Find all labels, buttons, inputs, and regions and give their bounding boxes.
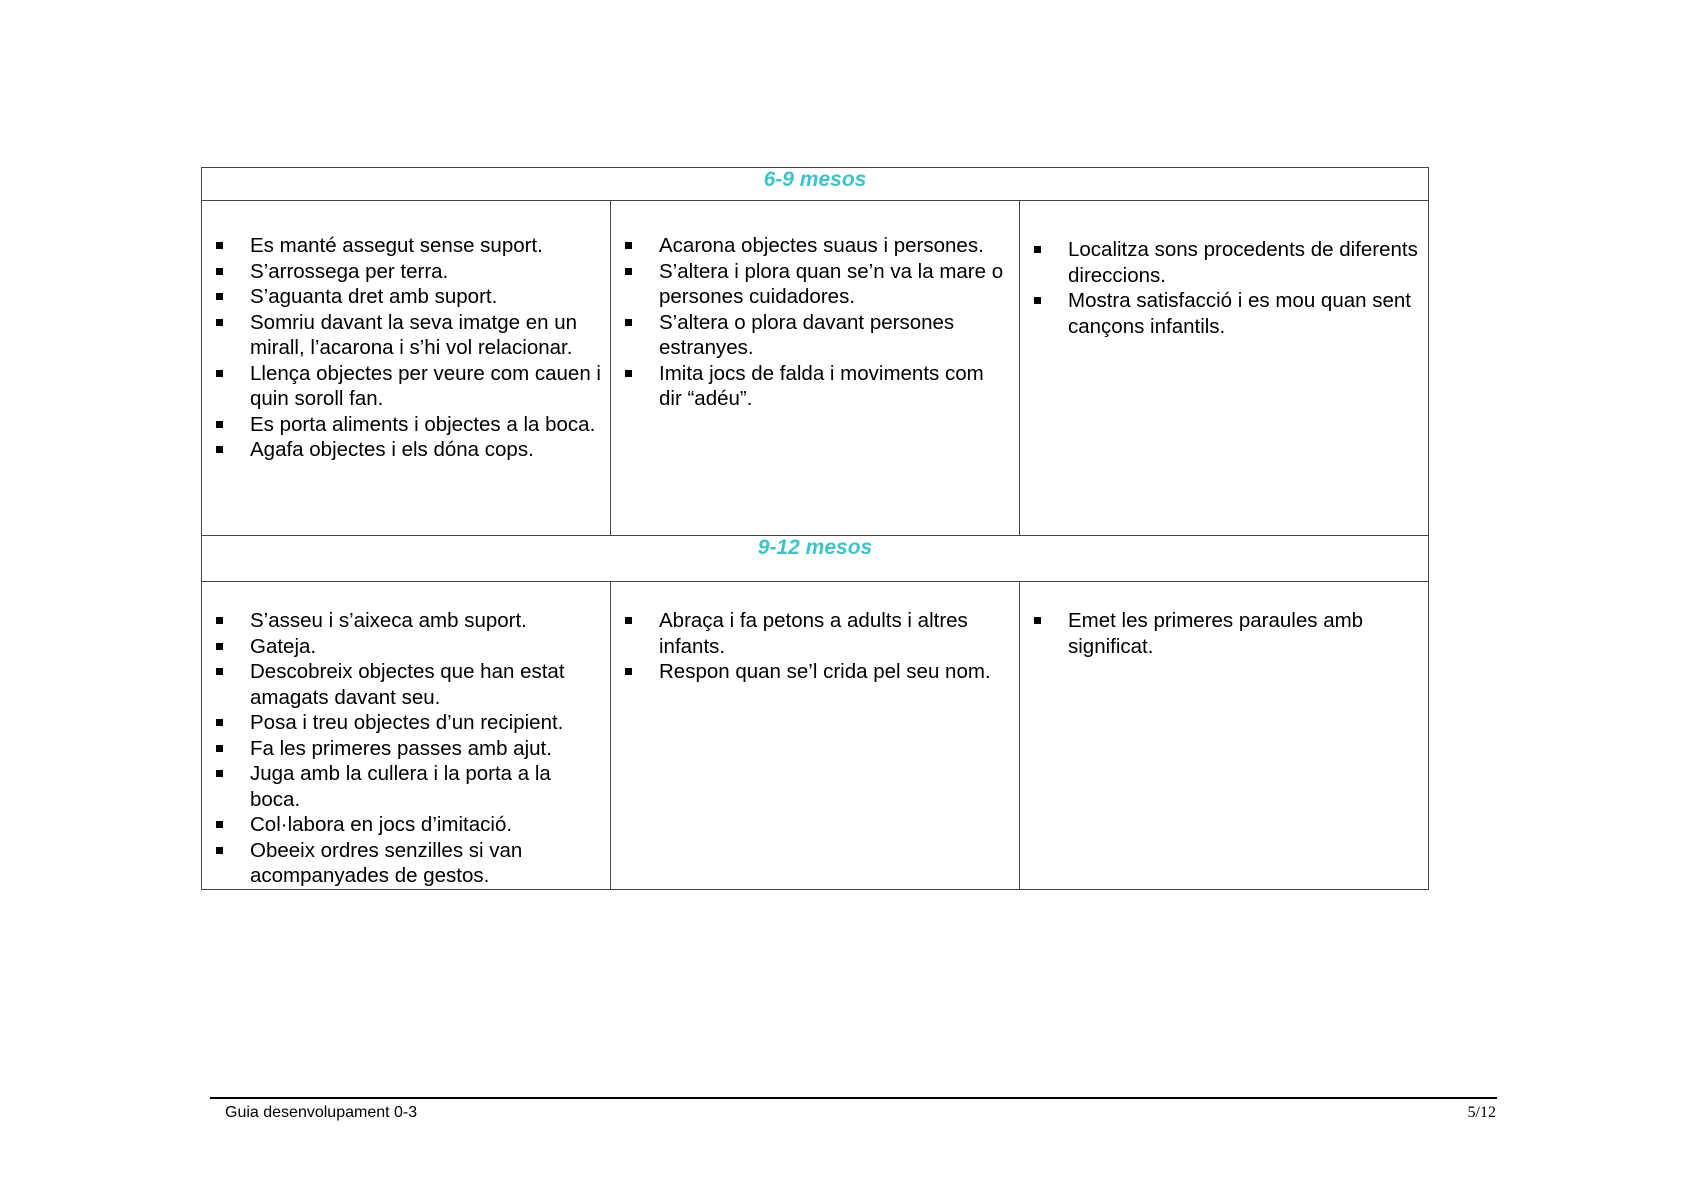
square-bullet-icon	[216, 847, 223, 854]
milestone-text: Emet les primeres paraules amb significat.	[1068, 609, 1364, 658]
milestone-list	[202, 582, 610, 889]
list-item	[250, 361, 602, 412]
square-bullet-icon	[625, 617, 632, 624]
list-item	[659, 233, 1011, 259]
milestone-cell	[202, 201, 611, 536]
milestone-text: Llença objectes per veure com cauen i quin soroll fan.	[250, 361, 601, 410]
milestone-text: Descobreix objectes que han estat amagats davant seu.	[250, 660, 565, 709]
milestone-cell	[202, 582, 611, 890]
milestone-text: S’aguanta dret amb suport.	[250, 285, 498, 308]
milestone-text: S’arrossega per terra.	[250, 259, 449, 283]
square-bullet-icon	[1034, 246, 1041, 253]
list-item	[659, 608, 1011, 659]
milestone-list	[611, 201, 1019, 412]
square-bullet-icon	[625, 370, 632, 377]
milestone-text: Respon quan se’l crida pel seu nom.	[659, 660, 991, 683]
list-item	[250, 812, 602, 838]
milestone-text: Juga amb la cullera i la porta a la boca.	[250, 762, 551, 811]
square-bullet-icon	[216, 446, 223, 453]
list-item	[250, 838, 602, 889]
list-item	[659, 259, 1011, 310]
square-bullet-icon	[1034, 297, 1041, 304]
list-item	[1068, 608, 1420, 659]
square-bullet-icon	[216, 268, 223, 275]
milestone-text: Somriu davant la seva imatge en un mirall, l’acarona i s’hi vol relacionar.	[250, 310, 578, 359]
milestone-cell	[1020, 582, 1429, 890]
square-bullet-icon	[1034, 617, 1041, 624]
list-item	[250, 761, 602, 812]
milestone-text: Agafa objectes i els dóna cops.	[250, 438, 534, 461]
list-item	[659, 310, 1011, 361]
list-item	[659, 659, 1011, 685]
milestone-text: Posa i treu objectes d’un recipient.	[250, 711, 564, 734]
square-bullet-icon	[216, 421, 223, 428]
milestone-text: Acarona objectes suaus i persones.	[659, 234, 984, 257]
list-item	[250, 412, 602, 438]
square-bullet-icon	[216, 668, 223, 675]
milestone-cell	[611, 201, 1020, 536]
list-item	[250, 437, 602, 463]
milestone-list	[611, 582, 1019, 685]
milestone-cell	[611, 582, 1020, 890]
milestone-text: S’asseu i s’aixeca amb suport.	[250, 609, 527, 632]
list-item	[659, 361, 1011, 412]
list-item	[250, 284, 602, 310]
square-bullet-icon	[625, 319, 632, 326]
milestone-text: S’altera o plora davant persones estranyes.	[659, 310, 955, 359]
square-bullet-icon	[216, 293, 223, 300]
footer-divider	[210, 1097, 1497, 1099]
milestone-text: Mostra satisfacció i es mou quan sent cançons infantils.	[1068, 289, 1411, 338]
square-bullet-icon	[216, 617, 223, 624]
list-item	[1068, 288, 1420, 339]
milestone-text: Es manté assegut sense suport.	[250, 234, 543, 257]
section-heading: 9-12 mesos	[202, 536, 1429, 582]
square-bullet-icon	[216, 643, 223, 650]
milestone-text: Es porta aliments i objectes a la boca.	[250, 412, 596, 436]
list-item	[250, 233, 602, 259]
square-bullet-icon	[216, 770, 223, 777]
list-item	[250, 710, 602, 736]
list-item	[250, 259, 602, 285]
list-item	[1068, 237, 1420, 288]
list-item	[250, 608, 602, 634]
square-bullet-icon	[625, 268, 632, 275]
square-bullet-icon	[216, 745, 223, 752]
milestone-text: S’altera i plora quan se’n va la mare o persones cuidadores.	[659, 259, 1004, 308]
milestone-text: Col·labora en jocs d’imitació.	[250, 813, 513, 836]
milestone-text: Abraça i fa petons a adults i altres infants.	[659, 609, 968, 658]
square-bullet-icon	[216, 242, 223, 249]
milestone-text: Fa les primeres passes amb ajut.	[250, 736, 552, 760]
milestone-list	[202, 201, 610, 463]
square-bullet-icon	[216, 719, 223, 726]
milestone-text: Gateja.	[250, 634, 317, 658]
square-bullet-icon	[216, 821, 223, 828]
square-bullet-icon	[625, 668, 632, 675]
milestone-list	[1020, 582, 1428, 659]
list-item	[250, 659, 602, 710]
milestone-text: Obeeix ordres senzilles si van acompanyades de gestos.	[250, 838, 523, 887]
milestone-text: Localitza sons procedents de diferents direccions.	[1068, 238, 1418, 287]
milestone-list	[1020, 201, 1428, 339]
list-item	[250, 634, 602, 660]
square-bullet-icon	[216, 319, 223, 326]
list-item	[250, 310, 602, 361]
list-item	[250, 736, 602, 762]
page-number: 5/12	[1467, 1104, 1496, 1121]
milestone-text: Imita jocs de falda i moviments com dir “adéu”.	[659, 361, 984, 410]
section-heading: 6-9 mesos	[202, 168, 1429, 201]
milestone-cell	[1020, 201, 1429, 536]
square-bullet-icon	[216, 370, 223, 377]
footer-title: Guia desenvolupament 0-3	[225, 1104, 418, 1121]
development-table	[201, 167, 1429, 890]
square-bullet-icon	[625, 242, 632, 249]
